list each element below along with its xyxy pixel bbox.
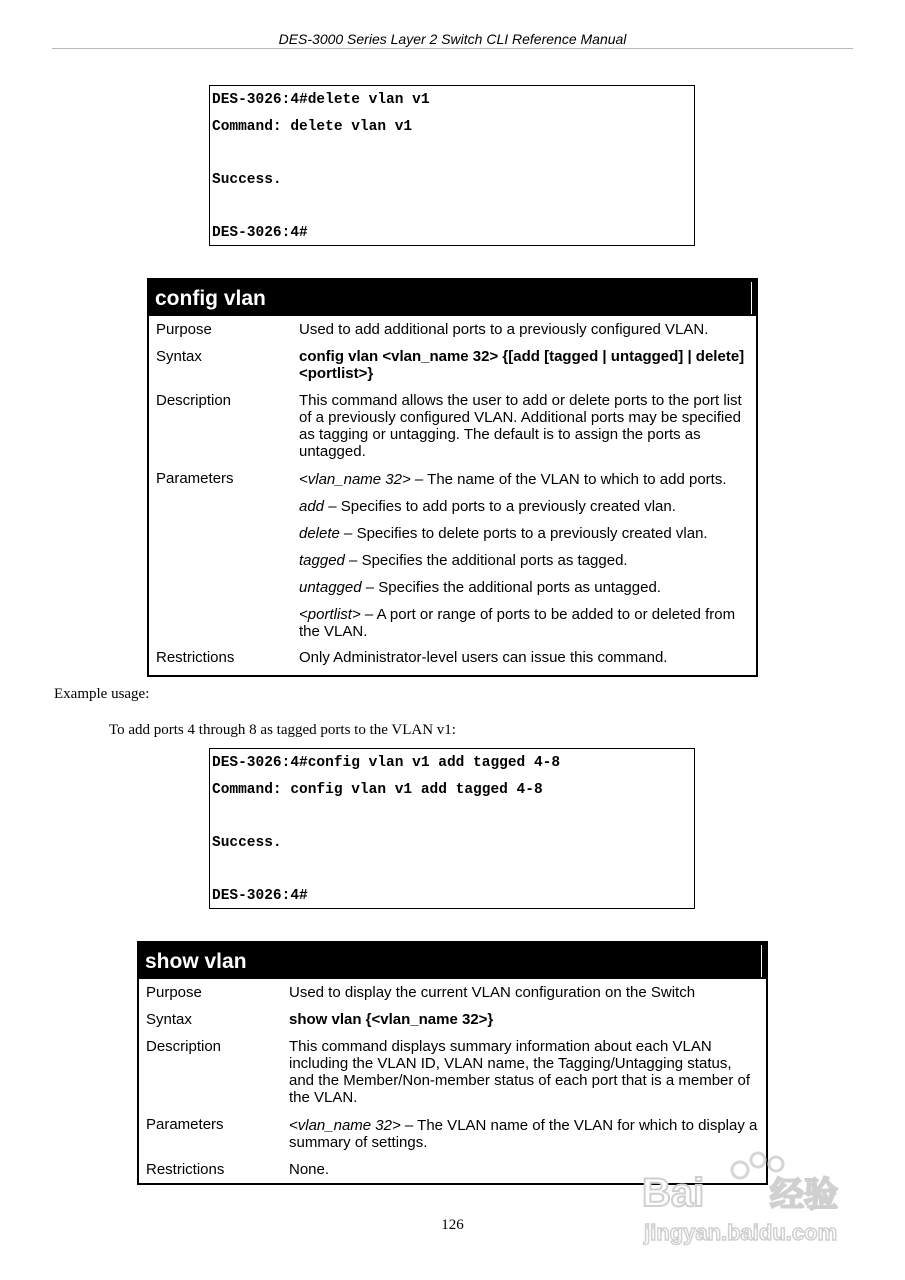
command-title-text: show vlan [145, 950, 247, 973]
cli-line: Success. [212, 171, 282, 188]
cli-line: DES-3026:4#config vlan v1 add tagged 4-8 [212, 755, 561, 771]
parameter-text: Specifies to delete ports to a previously created vlan. [356, 525, 708, 542]
parameter-sep: – [339, 525, 357, 542]
syntax-label: Syntax [156, 348, 202, 365]
cli-line [212, 856, 692, 883]
description-row [149, 392, 756, 470]
restrictions-text: None. [289, 1161, 330, 1178]
parameter-item [299, 471, 750, 488]
parameter-text: Specifies the additional ports as tagged. [361, 552, 628, 569]
title-divider [761, 945, 762, 977]
restrictions-label: Restrictions [156, 649, 235, 666]
parameter-text: The VLAN name of the VLAN for which to display a summary of settings. [289, 1117, 758, 1151]
syntax-text: config vlan <vlan_name 32> {[add [tagged | untagged] | delete] <portlist>} [299, 348, 745, 382]
syntax-text: show vlan {<vlan_name 32>} [289, 1011, 494, 1028]
cli-line [212, 193, 692, 220]
parameter-sep: – [344, 552, 362, 569]
cli-example-delete-vlan [209, 85, 695, 246]
cli-line: Success. [212, 834, 282, 851]
description-text: This command displays summary information about each VLAN including the VLAN ID, VLAN name, the Tagging/Untagging status, and the Member/Non-member status of each port that is a member of the VLAN. [289, 1038, 751, 1106]
page-number: 126 [441, 1217, 464, 1233]
restrictions-row [139, 1161, 766, 1188]
example-intro-text: To add ports 4 through 8 as tagged ports to the VLAN v1: [109, 722, 456, 738]
show-vlan-command-table [137, 941, 768, 1185]
purpose-text: Used to display the current VLAN configuration on the Switch [289, 984, 696, 1001]
purpose-label: Purpose [146, 984, 202, 1001]
parameter-term: delete [299, 525, 340, 542]
description-label: Description [146, 1038, 222, 1055]
parameter-term: <vlan_name 32> [299, 471, 411, 488]
parameter-term: <portlist> [299, 606, 361, 623]
command-title [149, 280, 756, 316]
cli-line: Command: delete vlan v1 [212, 118, 413, 135]
parameter-text: Specifies the additional ports as untagged. [378, 579, 661, 596]
parameter-item [299, 579, 750, 596]
purpose-text: Used to add additional ports to a previously configured VLAN. [299, 321, 709, 338]
cli-line [212, 803, 692, 830]
command-title [139, 943, 766, 979]
svg-text:经验: 经验 [770, 1175, 838, 1215]
syntax-row [139, 1011, 766, 1038]
parameter-item [299, 606, 750, 640]
header-rule [52, 48, 853, 49]
command-title-text: config vlan [155, 287, 266, 310]
parameter-item [299, 525, 750, 542]
parameters-label: Parameters [156, 470, 234, 487]
svg-text:jingyan.baidu.com: jingyan.baidu.com [644, 1220, 838, 1245]
cli-example-config-vlan [209, 748, 695, 909]
parameter-sep: – [400, 1117, 418, 1134]
parameter-item [289, 1117, 760, 1151]
example-usage-label: Example usage: [54, 686, 150, 702]
parameter-item [299, 552, 750, 569]
cli-line: DES-3026:4#delete vlan v1 [212, 92, 430, 108]
purpose-label: Purpose [156, 321, 212, 338]
restrictions-text: Only Administrator-level users can issue this command. [299, 649, 668, 666]
parameters-label: Parameters [146, 1116, 224, 1133]
restrictions-label: Restrictions [146, 1161, 225, 1178]
parameter-sep: – [361, 579, 379, 596]
svg-text:Bai: Bai [642, 1171, 705, 1215]
parameters-row [139, 1116, 766, 1161]
parameter-sep: – [360, 606, 377, 623]
config-vlan-command-table [147, 278, 758, 677]
cli-line: DES-3026:4# [212, 887, 308, 904]
parameter-sep: – [410, 471, 428, 488]
parameter-term: tagged [299, 552, 345, 569]
cli-line [212, 140, 692, 167]
parameter-term: untagged [299, 579, 362, 596]
restrictions-row [149, 649, 756, 676]
page-header-title: DES-3000 Series Layer 2 Switch CLI Reference Manual [278, 31, 627, 47]
parameter-item [299, 498, 750, 515]
syntax-label: Syntax [146, 1011, 192, 1028]
parameter-term: <vlan_name 32> [289, 1117, 401, 1134]
parameter-text: Specifies to add ports to a previously created vlan. [340, 498, 676, 515]
purpose-row [139, 984, 766, 1011]
purpose-row [149, 321, 756, 348]
description-label: Description [156, 392, 232, 409]
cli-line: DES-3026:4# [212, 224, 308, 241]
parameter-text: A port or range of ports to be added to or deleted from the VLAN. [299, 606, 736, 640]
syntax-row [149, 348, 756, 392]
parameter-sep: – [324, 498, 341, 515]
parameter-term: add [299, 498, 325, 515]
title-divider [751, 282, 752, 314]
description-text: This command allows the user to add or delete ports to the port list of a previously configured VLAN. Additional ports may be specified as tagging or untagging. The default is to assign the ports as untagged. [299, 392, 742, 460]
description-row [139, 1038, 766, 1116]
parameters-row [149, 470, 756, 649]
cli-line: Command: config vlan v1 add tagged 4-8 [212, 781, 543, 798]
parameter-text: The name of the VLAN to which to add ports. [427, 471, 727, 488]
